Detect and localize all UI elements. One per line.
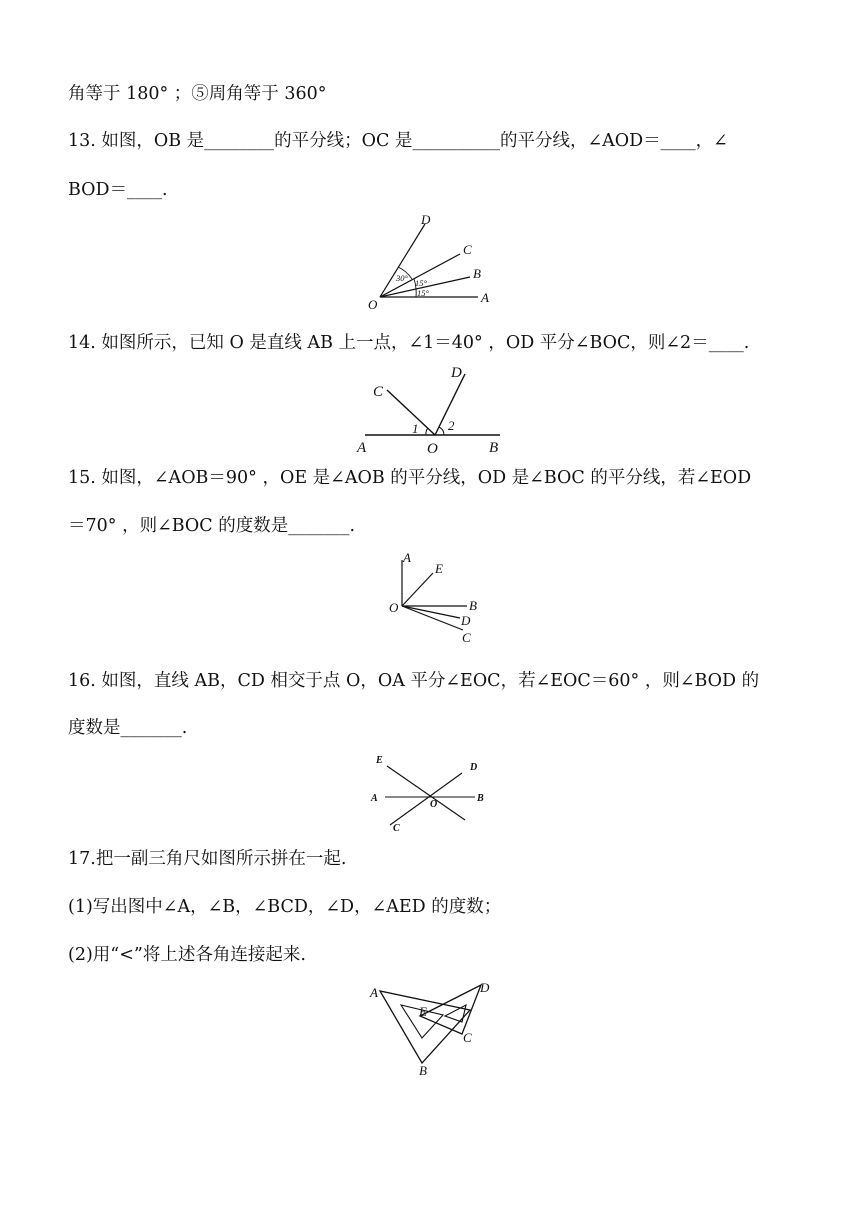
label-B: B xyxy=(477,793,484,804)
label-D: D xyxy=(470,762,478,773)
label-E: E xyxy=(376,755,383,766)
label-O: O xyxy=(368,297,378,312)
figure-q14 xyxy=(355,362,515,456)
question-13-line2: BOD＝____. xyxy=(68,180,168,200)
label-O: O xyxy=(430,799,438,810)
question-17: 17.把一副三角尺如图所示拼在一起. xyxy=(68,849,347,869)
label-A: A xyxy=(357,440,367,456)
label-C: C xyxy=(463,242,472,257)
figure-q17 xyxy=(365,978,500,1080)
label-D: D xyxy=(451,365,462,381)
label-angle-2: 2 xyxy=(448,418,455,433)
label-A: A xyxy=(403,550,411,565)
label-A: A xyxy=(481,290,489,305)
label-E: E xyxy=(419,1004,427,1019)
question-16-line1: 16. 如图，直线 AB，CD 相交于点 O，OA 平分∠EOC，若∠EOC＝60° ，则∠BOD 的 xyxy=(68,671,760,691)
figure-q13 xyxy=(360,208,510,312)
question-17-part2: (2)用“<”将上述各角连接起来. xyxy=(68,945,306,965)
label-30deg: 30° xyxy=(396,273,408,283)
label-B: B xyxy=(473,266,481,281)
figure-q15 xyxy=(385,548,485,648)
question-13-line1: 13. 如图，OB 是________的平分线；OC 是__________的平分线，∠AOD＝____，∠ xyxy=(68,131,728,151)
question-14: 14. 如图所示，已知 O 是直线 AB 上一点，∠1＝40° ，OD 平分∠BOC，则∠2＝____. xyxy=(68,333,750,353)
label-A: A xyxy=(371,793,378,804)
question-17-part1: (1)写出图中∠A，∠B，∠BCD，∠D，∠AED 的度数； xyxy=(68,897,502,917)
label-C: C xyxy=(462,630,471,645)
label-A: A xyxy=(370,985,378,1000)
label-B: B xyxy=(489,440,499,456)
label-B: B xyxy=(469,598,477,613)
label-angle-1: 1 xyxy=(412,421,419,436)
label-O: O xyxy=(427,441,438,456)
label-B: B xyxy=(419,1063,427,1078)
label-15deg-upper: 15° xyxy=(415,278,427,288)
label-C: C xyxy=(373,384,384,400)
question-15-line1: 15. 如图，∠AOB＝90° ，OE 是∠AOB 的平分线，OD 是∠BOC 的平分线，若∠EOD xyxy=(68,468,752,488)
label-D: D xyxy=(480,980,490,995)
figure-q16 xyxy=(365,750,495,838)
label-E: E xyxy=(435,561,443,576)
label-D: D xyxy=(421,212,431,227)
label-15deg-lower: 15° xyxy=(417,288,429,298)
question-16-line2: 度数是_______. xyxy=(68,718,188,738)
label-O: O xyxy=(389,600,399,615)
label-C: C xyxy=(463,1030,472,1045)
text-line-prev: 角等于 180° ；⑤周角等于 360° xyxy=(68,84,327,104)
question-15-line2: ＝70° ，则∠BOC 的度数是_______. xyxy=(68,516,356,536)
label-C: C xyxy=(393,823,400,834)
label-D: D xyxy=(461,613,471,628)
